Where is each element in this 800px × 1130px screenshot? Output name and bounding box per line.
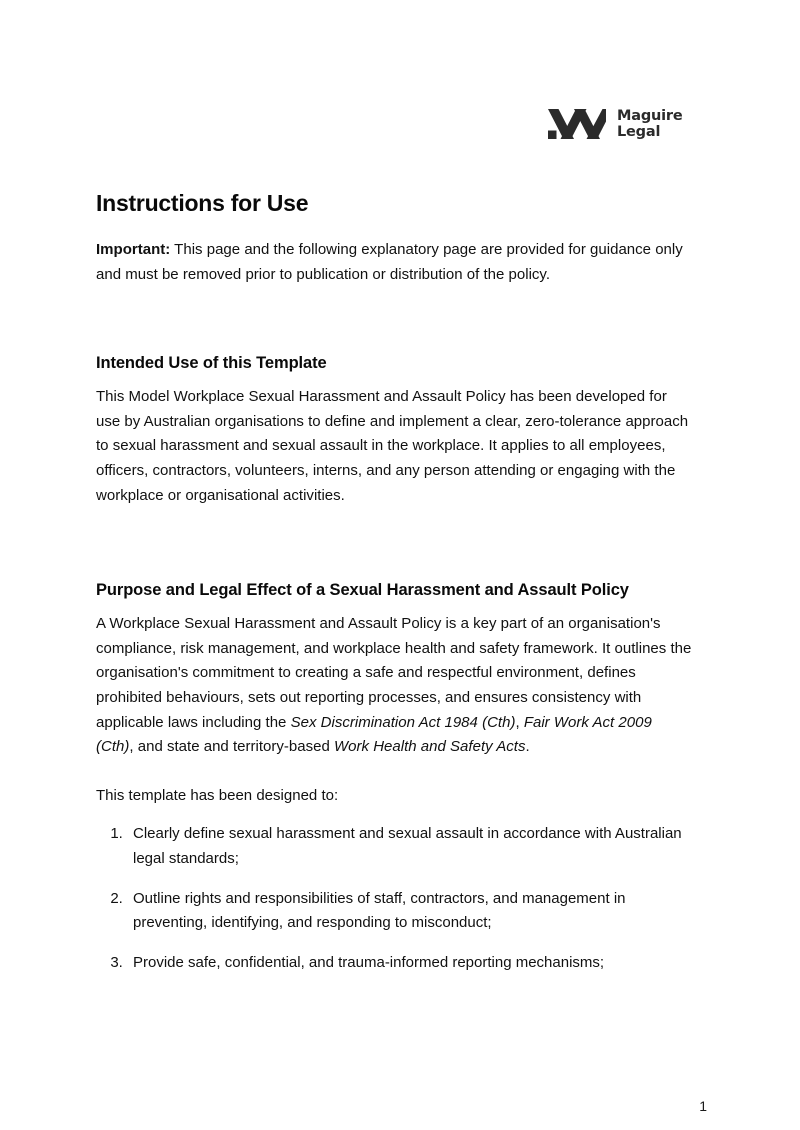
paragraph-spacer — [96, 766, 692, 784]
section-spacer — [96, 293, 692, 349]
section-paragraph-intended-use: This Model Workplace Sexual Harassment and Assault Policy has been developed for use by Australian organisations to define and implement a clear, zero-tolerance approach to sexual harassment and sexual assault in the workplace. It applies to all employees, officers, contractors, volunteers, interns, and any person attending or engaging with the workplace or organisational activities. — [96, 388, 689, 504]
purpose-text-part3: , and state and territory-based — [129, 738, 334, 756]
list-item: 1. Clearly define sexual harassment and sexual assault in accordance with Australian legal standards; — [127, 822, 692, 871]
important-notice — [96, 238, 692, 287]
maguire-legal-zigzag-mark-icon — [548, 109, 606, 139]
design-goals-list — [96, 822, 692, 975]
brand-name — [617, 108, 682, 140]
brand-name-line2: Legal — [617, 124, 661, 140]
purpose-text-part4: . — [525, 738, 530, 756]
page-title: Instructions for Use — [96, 190, 309, 216]
important-label: Important: — [96, 241, 171, 258]
purpose-text-part1: A Workplace Sexual Harassment and Assault Policy is a key part of an organisation's compliance, risk management, and workplace health and safety framework. It outlines the organisation's commitment to creating a safe and respectful environment, defines prohibited behaviours, sets out reporting processes, and ensures consistency with applicable laws including the — [96, 615, 692, 731]
document-body — [96, 188, 692, 990]
citation-sex-discrimination-act: Sex Discrimination Act 1984 (Cth) — [290, 713, 516, 731]
brand-name-line1: Maguire — [617, 108, 683, 124]
important-text: This page and the following explanatory page are provided for guidance only and must be removed prior to publication or distribution of the policy. — [96, 241, 683, 283]
citation-fair-work-act: Fair Work Act 2009 (Cth) — [96, 713, 652, 756]
citation-whs-acts: Work Health and Safety Acts — [334, 738, 526, 756]
brand-logo — [548, 108, 682, 140]
page-number: 1 — [699, 1098, 707, 1114]
section-heading-intended-use: Intended Use of this Template — [96, 354, 327, 373]
list-item: 2. Outline rights and responsibilities of staff, contractors, and management in preventing, identifying, and responding to misconduct; — [127, 887, 692, 936]
section-paragraph-purpose — [96, 612, 692, 760]
section-heading-purpose: Purpose and Legal Effect of a Sexual Harassment and Assault Policy — [96, 581, 629, 600]
section-spacer — [96, 514, 692, 576]
list-item: 3. Provide safe, confidential, and trauma-informed reporting mechanisms; — [127, 951, 692, 976]
purpose-text-part2: , — [515, 713, 524, 731]
list-lead-in: This template has been designed to: — [96, 786, 339, 804]
